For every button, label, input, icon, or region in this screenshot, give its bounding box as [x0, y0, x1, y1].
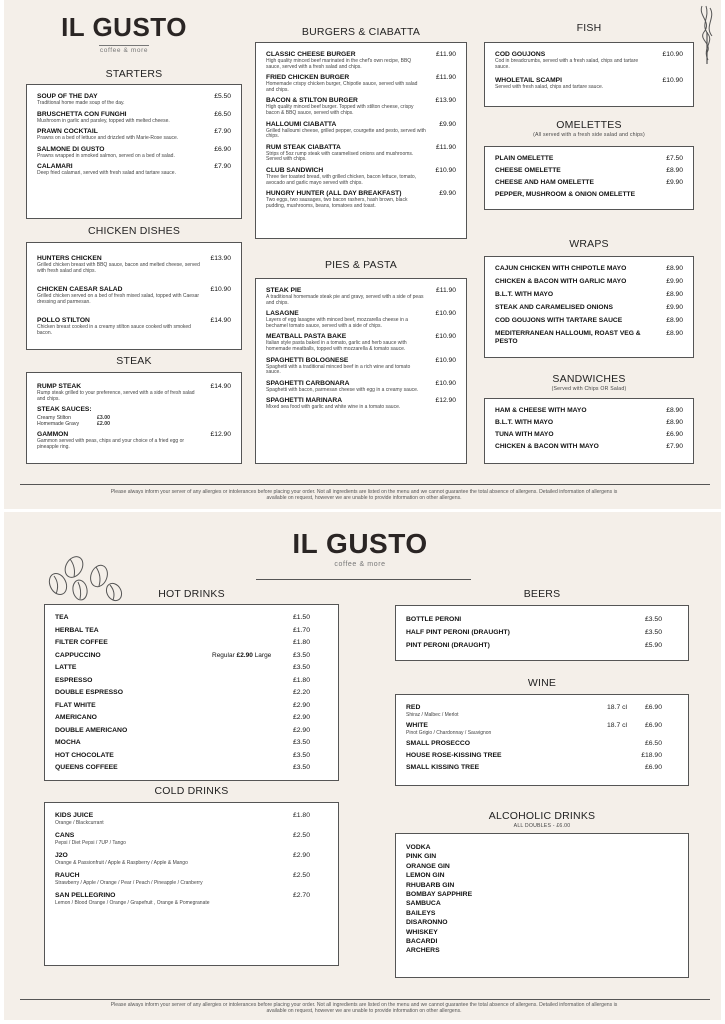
brand-tagline: coffee & more	[334, 561, 386, 568]
menu-item	[495, 265, 683, 273]
hot-drinks-section	[44, 604, 339, 781]
menu-item	[266, 190, 456, 209]
item-price: £7.50	[666, 155, 683, 162]
item-price: £1.80	[292, 639, 310, 646]
drink-item	[55, 627, 310, 635]
item-price: £1.70	[292, 626, 310, 634]
brand-name: IL GUSTO	[61, 12, 187, 42]
spirit-item: DISARONNO	[406, 919, 448, 927]
sauce-line: Creamy Stilton £3.00	[37, 415, 110, 422]
menu-item	[495, 179, 683, 187]
item-price: £10.90	[435, 379, 456, 387]
item-name: STEAK AND CARAMELISED ONIONS	[495, 304, 613, 311]
menu-item	[495, 304, 683, 312]
item-description: Lemon / Blood Orange / Orange / Grapefruit , Orange & Pomegranate	[55, 900, 210, 906]
item-description: Grilled chicken served on a bed of fresh mixed salad, topped with Caesar dressing and parmesan.	[37, 293, 200, 305]
drink-item	[406, 642, 662, 650]
hot-drinks-title: HOT DRINKS	[158, 588, 225, 600]
menu-item	[266, 97, 456, 116]
item-price: £13.90	[210, 255, 231, 262]
drink-item	[406, 740, 662, 748]
item-name: FRIED CHICKEN BURGER	[266, 74, 350, 82]
menu-item	[266, 144, 456, 163]
item-price: £10.90	[210, 286, 231, 294]
beers-title: BEERS	[523, 588, 561, 600]
item-name: LATTE	[55, 664, 77, 671]
drink-item	[55, 892, 310, 906]
item-name: COD GOUJONS WITH TARTARE SAUCE	[495, 317, 623, 324]
menu-item	[266, 310, 456, 329]
item-price: £1.80	[292, 676, 310, 684]
menu-item	[266, 121, 456, 140]
item-name: SMALL PROSECCO	[406, 740, 471, 747]
pasta-fork-icon	[696, 2, 718, 64]
drink-item	[55, 639, 310, 647]
item-price: £8.90	[666, 291, 683, 298]
item-name: MOCHA	[55, 739, 81, 746]
item-description: Italian style pasta baked in a tomato, garlic and herb sauce with homemade meatballs, topped with mozzarella & tomato sauce.	[266, 340, 407, 352]
drink-item	[406, 616, 662, 624]
item-volume: 18.7 cl	[607, 722, 628, 729]
item-name: CAJUN CHICKEN WITH CHIPOTLE MAYO	[495, 265, 627, 272]
item-description: Prawns wrapped in smoked salmon, served on a bed of salad.	[37, 152, 175, 159]
item-name: KIDS JUICE	[55, 812, 94, 819]
brand-tagline: coffee & more	[99, 47, 149, 54]
drink-item	[406, 704, 662, 718]
menu-item	[495, 419, 683, 427]
starters-section	[26, 84, 242, 219]
drink-item	[55, 832, 310, 846]
spirit-item: VODKA	[406, 844, 431, 851]
brand-logo	[54, 12, 194, 54]
menu-item	[266, 380, 456, 394]
item-price: £2.90	[292, 726, 310, 734]
chicken-section	[26, 242, 242, 350]
item-name: WHOLETAIL SCAMPI	[495, 77, 562, 85]
item-description: Two eggs, two sausages, two bacon rashers, hash brown, black pudding, mushrooms, beans, tomatoes and toast.	[266, 197, 408, 209]
cold-drinks-section	[44, 802, 339, 966]
item-description: Pinot Grigio / Chardonnay / Sauvignon	[406, 730, 492, 736]
item-name: LASAGNE	[266, 310, 299, 318]
item-price: £1.80	[292, 812, 310, 819]
item-description: Spaghetti with bacon, parmesan cheese with egg in a creamy sauce.	[266, 386, 419, 393]
item-name: AMERICANO	[55, 714, 97, 721]
item-name: CHICKEN & BACON WITH MAYO	[495, 443, 599, 450]
pies-title: PIES & PASTA	[324, 259, 398, 271]
item-name: TUNA WITH MAYO	[495, 431, 554, 438]
drink-item	[406, 629, 662, 637]
menu-item	[495, 443, 683, 451]
item-name: FLAT WHITE	[55, 701, 96, 709]
spirit-item: LEMON GIN	[406, 872, 445, 880]
item-name: STEAK PIE	[266, 287, 302, 294]
drink-item	[55, 727, 310, 735]
item-price: £2.90	[292, 852, 310, 859]
sauce-line: Homemade Gravy £2.00	[37, 421, 110, 428]
item-name: PEPPER, MUSHROOM & ONION OMELETTE	[495, 191, 636, 198]
item-price: £10.90	[435, 356, 456, 364]
menu-item	[37, 93, 231, 107]
item-name: BOTTLE PERONI	[406, 616, 462, 623]
spirit-item: WHISKEY	[406, 928, 438, 936]
brand-logo	[290, 528, 430, 568]
item-price: £7.90	[666, 443, 683, 450]
item-description: Pepsi / Diet Pepsi / 7UP / Tango	[55, 840, 126, 846]
item-name: RED	[406, 704, 421, 711]
item-name: COD GOUJONS	[495, 51, 546, 58]
menu-item	[495, 167, 683, 175]
cold-drinks-title: COLD DRINKS	[154, 785, 229, 797]
drink-item	[55, 677, 310, 685]
wine-section	[395, 694, 689, 786]
item-price: £6.50	[644, 740, 662, 747]
item-price: £9.90	[439, 190, 456, 198]
steak-section	[26, 372, 242, 464]
drink-item	[406, 722, 662, 736]
drink-item	[55, 652, 310, 660]
alcoholic-section	[395, 833, 689, 978]
item-name: HAM & CHEESE WITH MAYO	[495, 407, 587, 414]
drink-item	[55, 812, 310, 826]
spirit-item: PINK GIN	[406, 853, 437, 861]
item-price: £10.90	[435, 333, 456, 341]
menu-item	[495, 407, 683, 415]
item-price: £8.90	[666, 265, 683, 272]
menu-item	[495, 291, 683, 299]
menu-item	[266, 333, 456, 352]
menu-item	[495, 317, 683, 325]
menu-item	[266, 74, 456, 93]
item-price: £6.50	[214, 110, 231, 118]
item-name: HOT CHOCOLATE	[55, 751, 114, 759]
item-name: HERBAL TEA	[55, 626, 99, 634]
item-price: £8.90	[666, 167, 683, 174]
item-name: HUNGRY HUNTER (ALL DAY BREAKFAST)	[266, 190, 402, 198]
spirit-item: BACARDI	[406, 938, 438, 946]
item-description: Three tier toasted bread, with grilled chicken, bacon lettuce, tomato, avocado and garlic mayo served with chips.	[266, 173, 417, 186]
menu-item	[266, 51, 456, 70]
fish-title: FISH	[576, 22, 602, 34]
item-description: Spaghetti with a traditional minced beef in a rich wine and tomato sauce.	[266, 363, 411, 376]
item-name: PLAIN OMELETTE	[495, 155, 554, 162]
item-name: BRUSCHETTA CON FUNGHI	[37, 110, 127, 118]
item-name: HOUSE ROSE-KISSING TREE	[406, 752, 502, 759]
item-price: £3.50	[292, 751, 310, 759]
menu-item	[495, 155, 683, 163]
item-price: £9.90	[666, 304, 683, 311]
menu-item	[266, 287, 456, 306]
menu-item	[266, 357, 456, 376]
item-name: HALF PINT PERONI (DRAUGHT)	[406, 629, 510, 636]
item-name: SPAGHETTI MARINARA	[266, 397, 343, 405]
chicken-title: CHICKEN DISHES	[87, 225, 181, 237]
menu-item: GAMMON £12.90 Gammon served with peas, chips and your choice of a fried egg or pineapple ring.	[37, 431, 231, 450]
item-price: £7.90	[214, 128, 231, 136]
item-price: £2.50	[292, 872, 310, 879]
item-price: £3.50	[644, 629, 662, 636]
steak-sauces: STEAK SAUCES:	[37, 406, 92, 414]
drink-item	[55, 702, 310, 710]
steak-title: STEAK	[116, 355, 152, 367]
item-price: £7.90	[214, 163, 231, 171]
size-options: Regular £2.90 Large	[212, 651, 272, 659]
drink-item	[55, 614, 310, 622]
item-name: SPAGHETTI CARBONARA	[266, 379, 350, 387]
item-description: Strawberry / Apple / Orange / Pear / Peach / Pineapple / Cranberry	[55, 880, 203, 886]
item-name: SMALL KISSING TREE	[406, 764, 480, 771]
item-price: £8.90	[666, 317, 683, 324]
item-description: High quality minced beef marinated in the chef's own recipe, BBQ sauce, served with a fresh salad and chips.	[266, 58, 412, 70]
item-description: Orange / Blackcurrant	[55, 820, 104, 826]
brand-name: IL GUSTO	[292, 528, 428, 559]
omelettes-section	[484, 146, 694, 210]
menu-item	[37, 163, 231, 177]
item-name: DOUBLE ESPRESSO	[55, 689, 123, 696]
wraps-section	[484, 256, 694, 358]
item-price: £3.50	[292, 651, 310, 659]
item-description: Chicken breast cooked in a creamy stilton sauce cooked with smoked bacon.	[37, 324, 191, 336]
item-name: CALAMARI	[37, 163, 73, 171]
item-price: £9.90	[666, 278, 683, 285]
item-price: £3.50	[292, 764, 310, 771]
drink-item	[55, 739, 310, 747]
item-price: £11.90	[436, 143, 456, 151]
item-name: PRAWN COCKTAIL	[37, 128, 98, 136]
item-price: £9.90	[666, 179, 683, 186]
spirit-item: RHUBARB GIN	[406, 881, 455, 889]
menu-item	[37, 111, 231, 125]
burgers-section	[255, 42, 467, 239]
menu-item	[37, 255, 231, 274]
spirit-item: SAMBUCA	[406, 900, 441, 908]
food-menu-page	[4, 0, 721, 509]
item-price: £2.50	[292, 832, 310, 839]
spirit-item: ARCHERS	[406, 947, 440, 955]
spirit-item: BAILEYS	[406, 909, 436, 917]
alcoholic-title: ALCOHOLIC DRINKS ALL DOUBLES - £6.00	[488, 810, 596, 829]
item-price: £6.90	[644, 722, 662, 729]
item-name: QUEENS COFFEEE	[55, 764, 118, 771]
pies-section	[255, 278, 467, 464]
menu-item	[266, 397, 456, 411]
item-price: £14.90	[210, 317, 231, 325]
drink-item	[55, 664, 310, 672]
item-name: CANS	[55, 832, 75, 839]
item-name: SALMONE DI GUSTO	[37, 145, 105, 153]
item-name: RUM STEAK CIABATTA	[266, 143, 341, 151]
item-name: WHITE	[406, 722, 428, 729]
item-price: £18.90	[641, 752, 662, 759]
item-description: High quality minced beef burger. Topped with stilton cheese, crispy bacon & BBQ sauce, served with chips.	[266, 104, 414, 116]
item-price: £2.20	[292, 689, 310, 696]
burgers-title: BURGERS & CIABATTA	[301, 26, 421, 38]
item-price: £10.90	[662, 77, 683, 85]
allergen-footer: Please always inform your server of any allergies or intolerances before placing your order. Not all ingredients are listed on the menu and we cannot guarantee the total absence of allergens. Detailed information of allergens is available on request, however we are unable to provide information on other allergens.	[110, 489, 618, 501]
item-description: Cod in breadcrumbs, served with a fresh salad, chips and tartare sauce.	[495, 58, 639, 70]
menu-item	[37, 286, 231, 305]
item-price: £3.50	[292, 739, 310, 746]
item-name: HALLOUMI CIABATTA	[266, 120, 337, 128]
wine-title: WINE	[527, 677, 557, 689]
item-price: £9.90	[439, 120, 456, 128]
menu-item	[37, 128, 231, 142]
item-description: Traditional home made soup of the day.	[37, 100, 125, 106]
item-price: £2.90	[292, 701, 310, 709]
drink-item	[55, 689, 310, 697]
item-name: HUNTERS CHICKEN	[37, 255, 102, 262]
item-description: Deep fried calamari, served with fresh salad and tartare sauce.	[37, 170, 176, 177]
item-description: Served with fresh salad, chips and tartare sauce.	[495, 84, 604, 91]
item-name: MEATBALL PASTA BAKE	[266, 333, 347, 341]
menu-item	[495, 191, 683, 199]
item-description: Layers of egg lasagne with minced beef, mozzarella cheese in a bechamel tomato sauce, served with a side of chips.	[266, 317, 409, 329]
item-price: £1.50	[292, 614, 310, 621]
item-price: £8.90	[666, 419, 683, 426]
omelettes-title: OMELETTES (All served with a fresh side salad and chips)	[533, 119, 645, 138]
starters-title: STARTERS	[105, 68, 163, 80]
item-price: £3.50	[292, 664, 310, 671]
drink-item	[55, 852, 310, 866]
item-description: Homemade crispy chicken burger, Chipotle sauce, served with salad and chips.	[266, 81, 418, 93]
item-name: RAUCH	[55, 872, 80, 879]
item-description: Shiraz / Malbec / Merlot	[406, 712, 459, 718]
drink-item	[55, 872, 310, 886]
spirit-item: ORANGE GIN	[406, 862, 450, 870]
item-price: £10.90	[435, 166, 456, 174]
item-description: Grilled halloumi cheese, grilled pepper, courgette and pesto, served with chips.	[266, 127, 426, 140]
fish-section	[484, 42, 694, 107]
allergen-footer: Please always inform your server of any allergies or intolerances before placing your order. Not all ingredients are listed on the menu and we cannot guarantee the total absence of allergens. Detailed information of allergens is available on request, however we are unable to provide information on other allergens.	[110, 1002, 618, 1014]
item-name: SOUP OF THE DAY	[37, 93, 98, 100]
item-name: POLLO STILTON	[37, 317, 90, 325]
item-description: Mushroom in garlic and parsley, topped with melted cheese.	[37, 117, 170, 124]
item-price: £2.90	[292, 714, 310, 721]
item-price: £6.90	[214, 145, 231, 153]
item-name: CHICKEN & BACON WITH GARLIC MAYO	[495, 278, 627, 285]
item-price: £6.90	[644, 704, 662, 711]
item-description: Prawns on a bed of lettuce and drizzled with Marie-Rose sauce.	[37, 135, 179, 142]
menu-item	[495, 77, 683, 91]
item-description: Mixed sea food with garlic and white wine in a tomato sauce.	[266, 404, 401, 411]
menu-item	[266, 167, 456, 186]
item-name: DOUBLE AMERICANO	[55, 726, 128, 734]
item-price: £5.50	[214, 93, 231, 100]
menu-item	[37, 146, 231, 160]
drink-item	[406, 764, 662, 772]
item-name: BACON & STILTON BURGER	[266, 97, 358, 105]
drink-item	[55, 764, 310, 772]
menu-item	[495, 431, 683, 439]
item-price: £13.90	[435, 97, 456, 105]
item-name: CHICKEN CAESAR SALAD	[37, 286, 123, 294]
item-price: £11.90	[436, 74, 456, 82]
drink-item	[406, 752, 662, 760]
item-price: £3.50	[644, 616, 662, 623]
item-price: £10.90	[435, 310, 456, 318]
menu-item	[495, 278, 683, 286]
beers-section	[395, 605, 689, 661]
item-name: FILTER COFFEE	[55, 639, 108, 646]
item-name: TEA	[55, 614, 69, 621]
drink-item	[55, 714, 310, 722]
item-description: Orange & Passionfruit / Apple & Raspberry / Apple & Mango	[55, 860, 188, 866]
item-name: CAPPUCCINO	[55, 651, 101, 659]
item-price: £12.90	[435, 397, 456, 405]
item-name: CHEESE AND HAM OMELETTE	[495, 179, 594, 186]
drink-item	[55, 752, 310, 760]
item-name: PINT PERONI (DRAUGHT)	[406, 642, 490, 649]
item-description: A traditional homemade steak pie and gravy, served with a side of peas and chips.	[266, 294, 424, 306]
item-description: Strips of 5oz rump steak with caramelised onions and mushrooms. Served with chips.	[266, 150, 414, 163]
item-name: MEDITERRANEAN HALLOUMI, ROAST VEG & PESTO	[495, 330, 641, 345]
menu-item	[495, 51, 683, 70]
item-price: £6.90	[666, 431, 683, 438]
wraps-title: WRAPS	[569, 238, 609, 250]
sandwiches-section	[484, 398, 694, 464]
item-name: CLUB SANDWICH	[266, 166, 324, 174]
item-volume: 18.7 cl	[607, 704, 628, 711]
item-price: £11.90	[436, 287, 456, 294]
item-name: SAN PELLEGRINO	[55, 892, 116, 899]
item-name: SPAGHETTI BOLOGNESE	[266, 356, 349, 364]
spirit-item: BOMBAY SAPPHIRE	[406, 891, 473, 899]
item-price: £5.90	[644, 642, 662, 649]
item-price: £10.90	[662, 51, 683, 58]
item-description: Grilled chicken breast with BBQ sauce, bacon and melted cheese, served with fresh salad and chips.	[37, 262, 200, 274]
item-name: ESPRESSO	[55, 676, 93, 684]
sandwiches-title: SANDWICHES (Served with Chips OR Salad)	[551, 373, 627, 392]
item-name: B.L.T. WITH MAYO	[495, 419, 554, 426]
item-price: £2.70	[292, 892, 310, 899]
item-price: £8.90	[666, 407, 683, 414]
item-name: B.L.T. WITH MAYO	[495, 291, 554, 298]
drinks-menu-page	[4, 512, 721, 1020]
item-name: CLASSIC CHEESE BURGER	[266, 51, 356, 58]
item-price: £8.90	[666, 330, 683, 337]
menu-item	[495, 330, 683, 346]
menu-item	[37, 317, 231, 336]
item-price: £6.90	[644, 764, 662, 771]
item-price: £11.90	[436, 51, 456, 58]
item-name: CHEESE OMELETTE	[495, 167, 561, 174]
menu-item: RUMP STEAK £14.90 Rump steak grilled to your preference, served with a side of fresh salad and chips.	[37, 383, 231, 402]
item-name: J2O	[55, 852, 68, 859]
